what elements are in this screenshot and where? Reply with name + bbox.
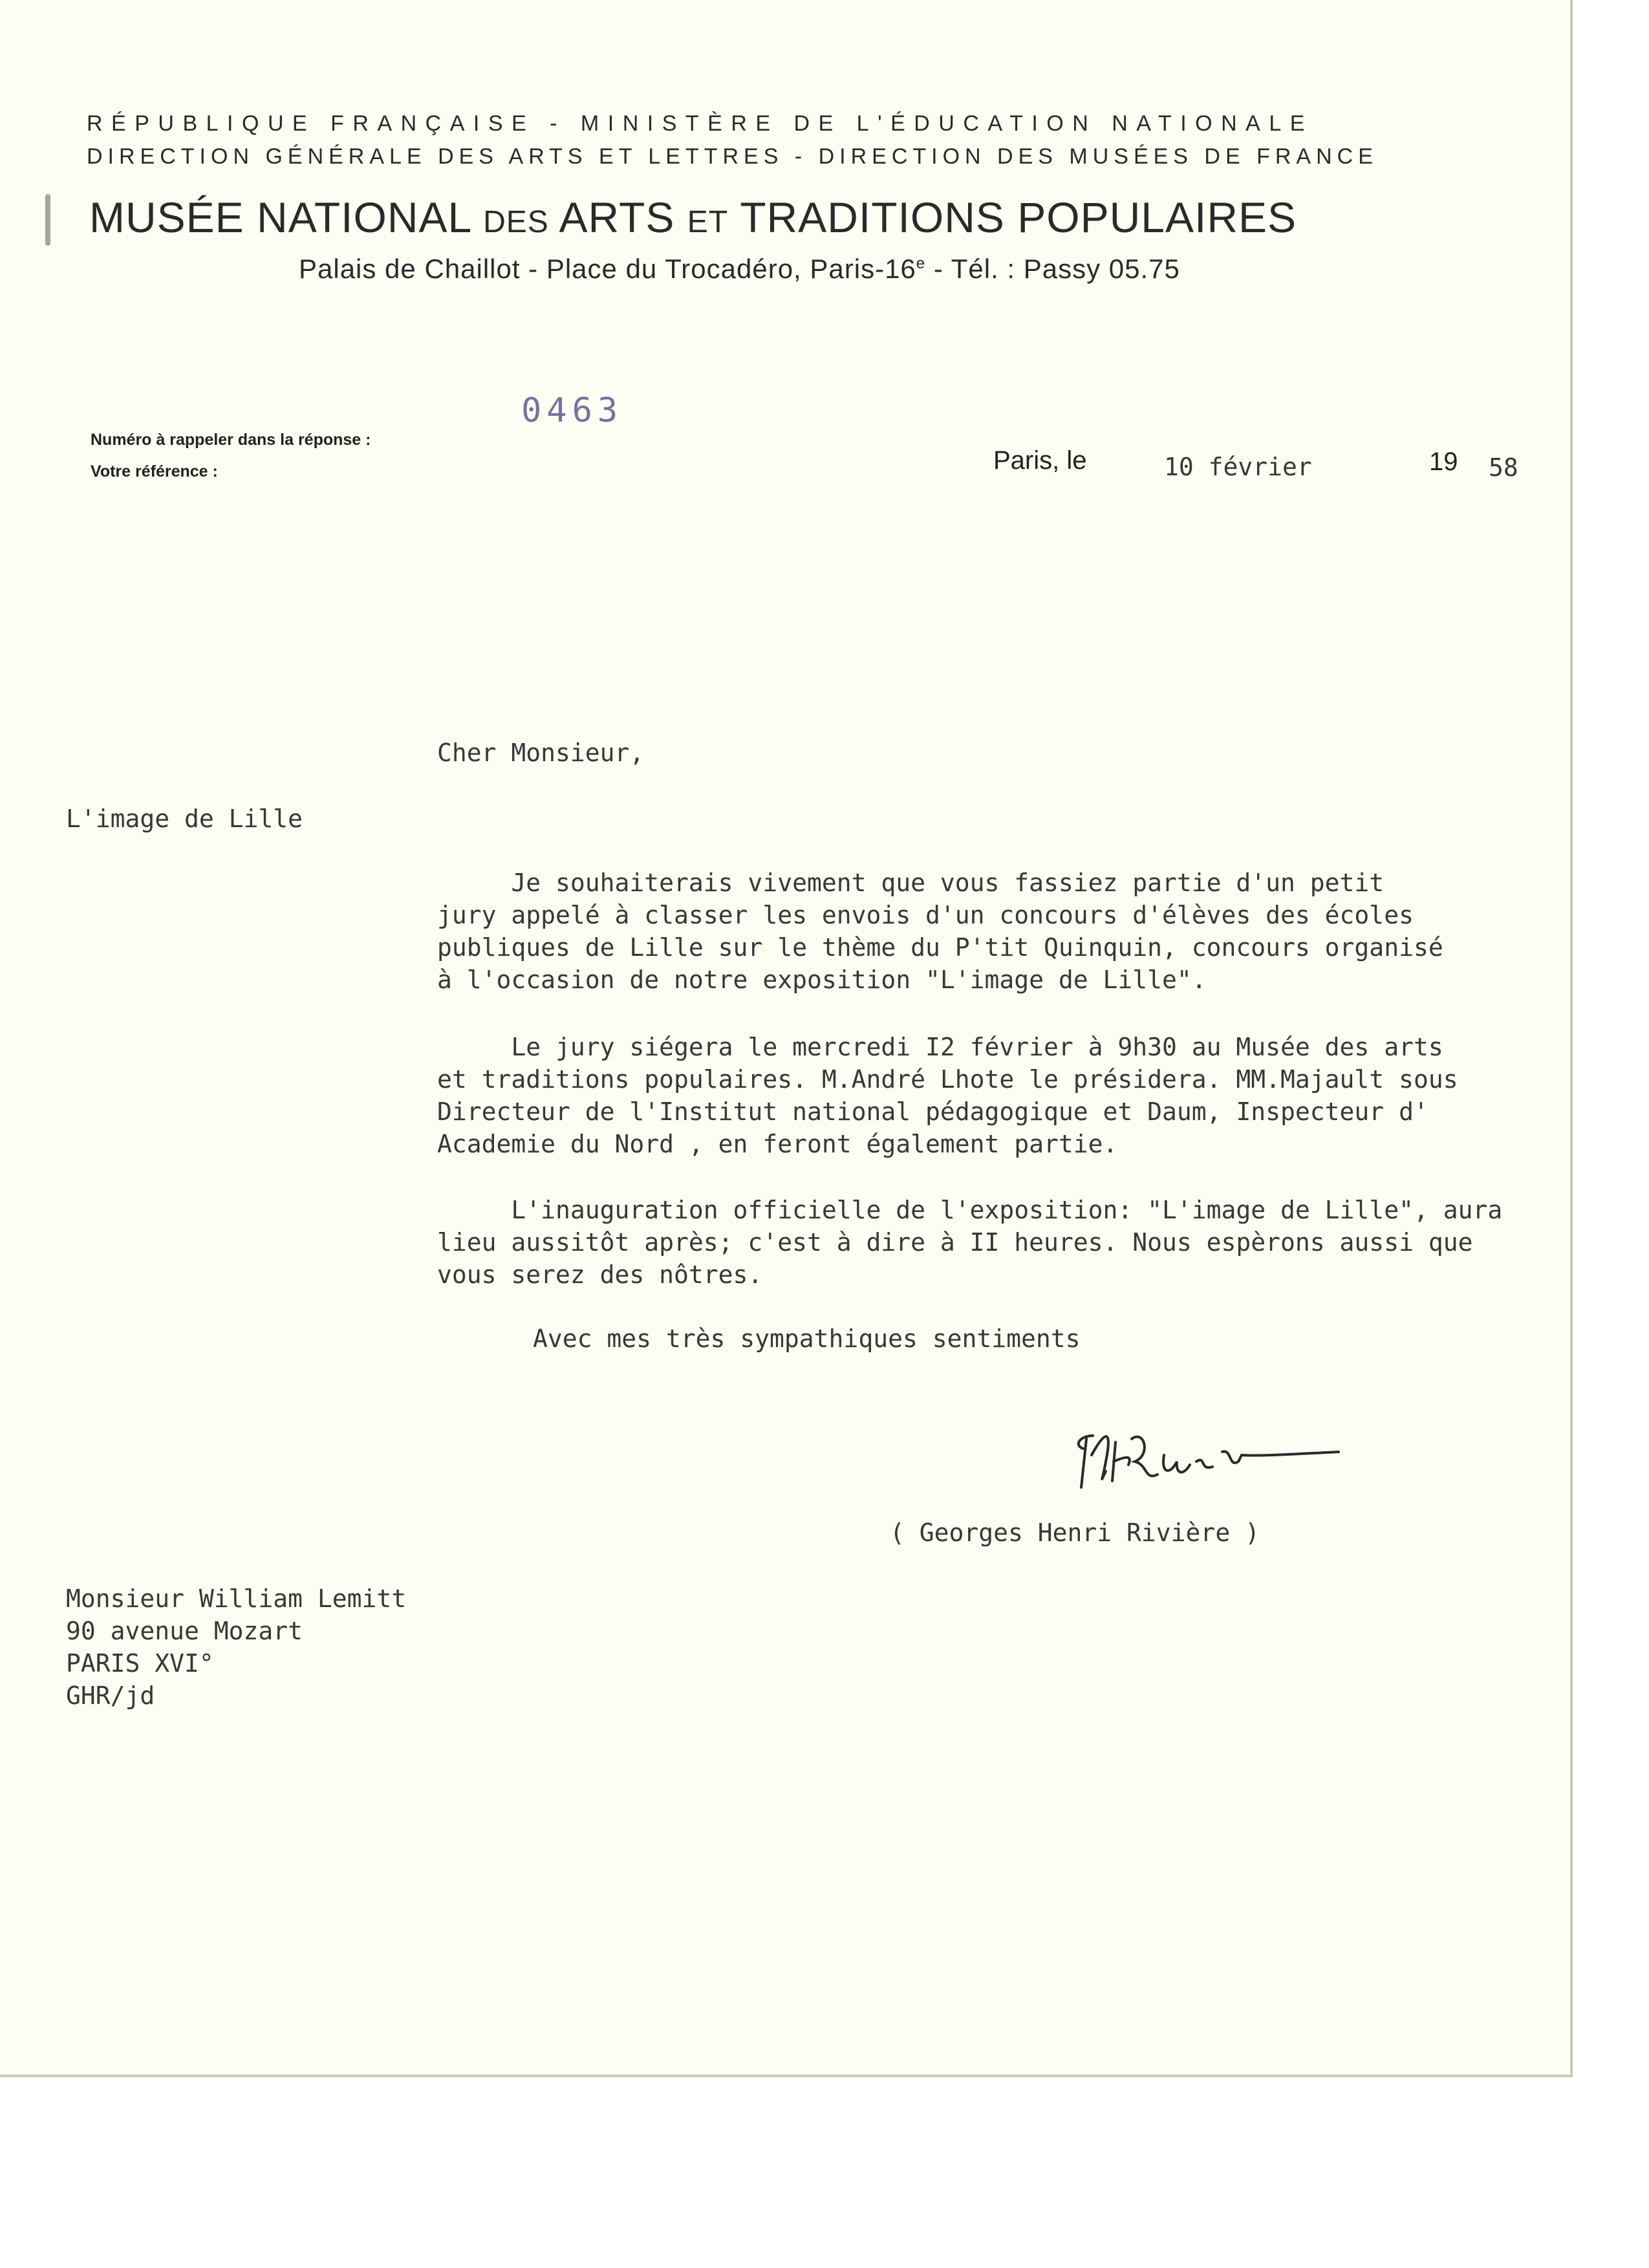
page-edge-right	[1570, 0, 1573, 2076]
address-text: Palais de Chaillot - Place du Trocadéro, Paris-16	[299, 254, 916, 284]
typist-initials: GHR/jd	[66, 1681, 155, 1710]
handwritten-signature	[1067, 1416, 1352, 1500]
letterhead-ministry-line: RÉPUBLIQUE FRANÇAISE - MINISTÈRE DE L'ÉDUCATION NATIONALE	[87, 111, 1313, 136]
museum-name-part: ARTS	[559, 193, 675, 241]
body-paragraph: Je souhaiterais vivement que vous fassiez partie d'un petit jury appelé à classer les envois d'un concours d'élèves des écoles publiques de Lille sur le thème du P'tit Quinquin, concours organisé à l'occasion de notre exposition "L'image de Lille".	[437, 869, 1443, 994]
letterhead-direction-line: DIRECTION GÉNÉRALE DES ARTS ET LETTRES - DIRECTION DES MUSÉES DE FRANCE	[87, 144, 1378, 169]
reference-stamp-number: 0463	[521, 391, 623, 430]
address-phone: - Tél. : Passy 05.75	[925, 254, 1180, 284]
dateline-place: Paris, le	[993, 446, 1087, 475]
page-edge-bottom	[0, 2075, 1573, 2077]
recipient-city: PARIS XVI°	[66, 1649, 214, 1678]
museum-name-part: TRADITIONS POPULAIRES	[740, 193, 1297, 241]
signatory-name: ( Georges Henri Rivière )	[890, 1518, 1260, 1547]
reference-number-label: Numéro à rappeler dans la réponse :	[91, 431, 371, 449]
recipient-name: Monsieur William Lemitt	[66, 1584, 407, 1613]
closing-line: Avec mes très sympathiques sentiments	[533, 1324, 1081, 1353]
dateline-year-suffix: 58	[1489, 453, 1518, 482]
body-paragraph: Le jury siégera le mercredi I2 février à 9h30 au Musée des arts et traditions populaires. M.André Lhote le présidera. MM.Majault sous Directeur de l'Institut national pédagogique et Daum, Inspecteur d' Academie du Nord , en feront également partie.	[437, 1033, 1458, 1158]
museum-name-part: DES	[483, 205, 549, 239]
subject-line: L'image de Lille	[66, 805, 303, 833]
body-paragraph: L'inauguration officielle de l'exposition: "L'image de Lille", aura lieu aussitôt après; c'est à dire à II heures. Nous espèrons aussi que vous serez des nôtres.	[437, 1196, 1503, 1289]
salutation: Cher Monsieur,	[437, 739, 645, 767]
letterhead-address	[299, 254, 1180, 285]
letterhead-museum-name	[89, 193, 1297, 242]
recipient-street: 90 avenue Mozart	[66, 1617, 303, 1645]
margin-mark	[45, 194, 50, 246]
museum-name-part: ET	[687, 205, 729, 239]
address-superscript: e	[916, 255, 926, 272]
museum-name-part: MUSÉE NATIONAL	[89, 193, 471, 241]
dateline-year-prefix: 19	[1429, 448, 1458, 476]
dateline-day-month: 10 février	[1164, 453, 1312, 481]
your-reference-label: Votre référence :	[91, 462, 218, 481]
